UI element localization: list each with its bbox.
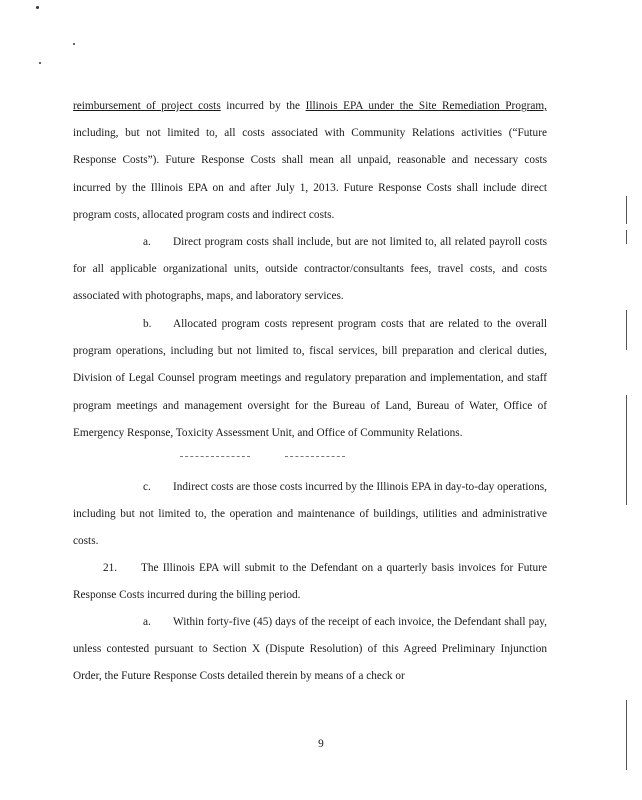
underlined-text: Illinois EPA under the Site Remediation Program, — [305, 100, 547, 112]
item-marker: c. — [143, 481, 151, 493]
scan-dash-line — [180, 456, 250, 457]
item-text: Within forty-five (45) days of the receipt of each invoice, the Defendant shall pay, unless contested pursuant to Section X (Dispute Resolution) of this Agreed Preliminary Injunction Order, the Future Response Costs detailed therein by means of a check or — [73, 616, 547, 683]
item-b-allocated-costs — [73, 311, 547, 447]
underlined-text: reimbursement of project costs — [73, 100, 221, 112]
scan-edge-mark — [626, 700, 627, 770]
paragraph-number: 21. — [103, 562, 118, 574]
scan-edge-mark — [626, 310, 627, 350]
body-text: including, but not limited to, all costs associated with Community Relations activities (“Future Response Costs”). Future Response Costs shall mean all unpaid, reasonable and necessary costs incurred by the Illinois EPA on and after July 1, 2013. Future Response Costs shall include direct program costs, allocated program costs and indirect costs. — [73, 127, 547, 221]
scan-dash-line — [285, 456, 345, 457]
item-marker: a. — [143, 616, 151, 628]
scan-speck — [39, 62, 41, 64]
scan-edge-mark — [626, 395, 627, 505]
item-text: Indirect costs are those costs incurred by the Illinois EPA in day-to-day operations, including but not limited to, the operation and maintenance of buildings, utilities and administrative costs. — [73, 481, 547, 548]
scan-edge-mark — [626, 196, 627, 224]
scan-speck — [73, 43, 75, 45]
scan-edge-mark — [626, 230, 627, 244]
paragraph-21 — [73, 555, 547, 609]
item-a-direct-costs — [73, 229, 547, 311]
item-marker: b. — [143, 318, 152, 330]
item-text: Direct program costs shall include, but are not limited to, all related payroll costs for all applicable organizational units, outside contractor/consultants fees, travel costs, and costs associated with photographs, maps, and laboratory services. — [73, 236, 547, 303]
item-marker: a. — [143, 236, 151, 248]
body-text: incurred by the — [220, 100, 306, 112]
item-21a-payment — [73, 609, 547, 691]
item-c-indirect-costs — [73, 474, 547, 556]
scan-speck — [36, 6, 39, 9]
page-number: 9 — [318, 738, 324, 750]
paragraph-future-response-costs — [73, 93, 547, 229]
paragraph-text: The Illinois EPA will submit to the Defendant on a quarterly basis invoices for Future Response Costs incurred during the billing period. — [73, 562, 547, 602]
item-text: Allocated program costs represent program costs that are related to the overall program operations, including but not limited to, fiscal services, bill preparation and clerical duties, Division of Legal Counsel program meetings and regulatory preparation and implementation, and staff program meetings and management oversight for the Bureau of Land, Bureau of Water, Office of Emergency Response, Toxicity Assessment Unit, and Office of Community Relations. — [73, 318, 547, 439]
